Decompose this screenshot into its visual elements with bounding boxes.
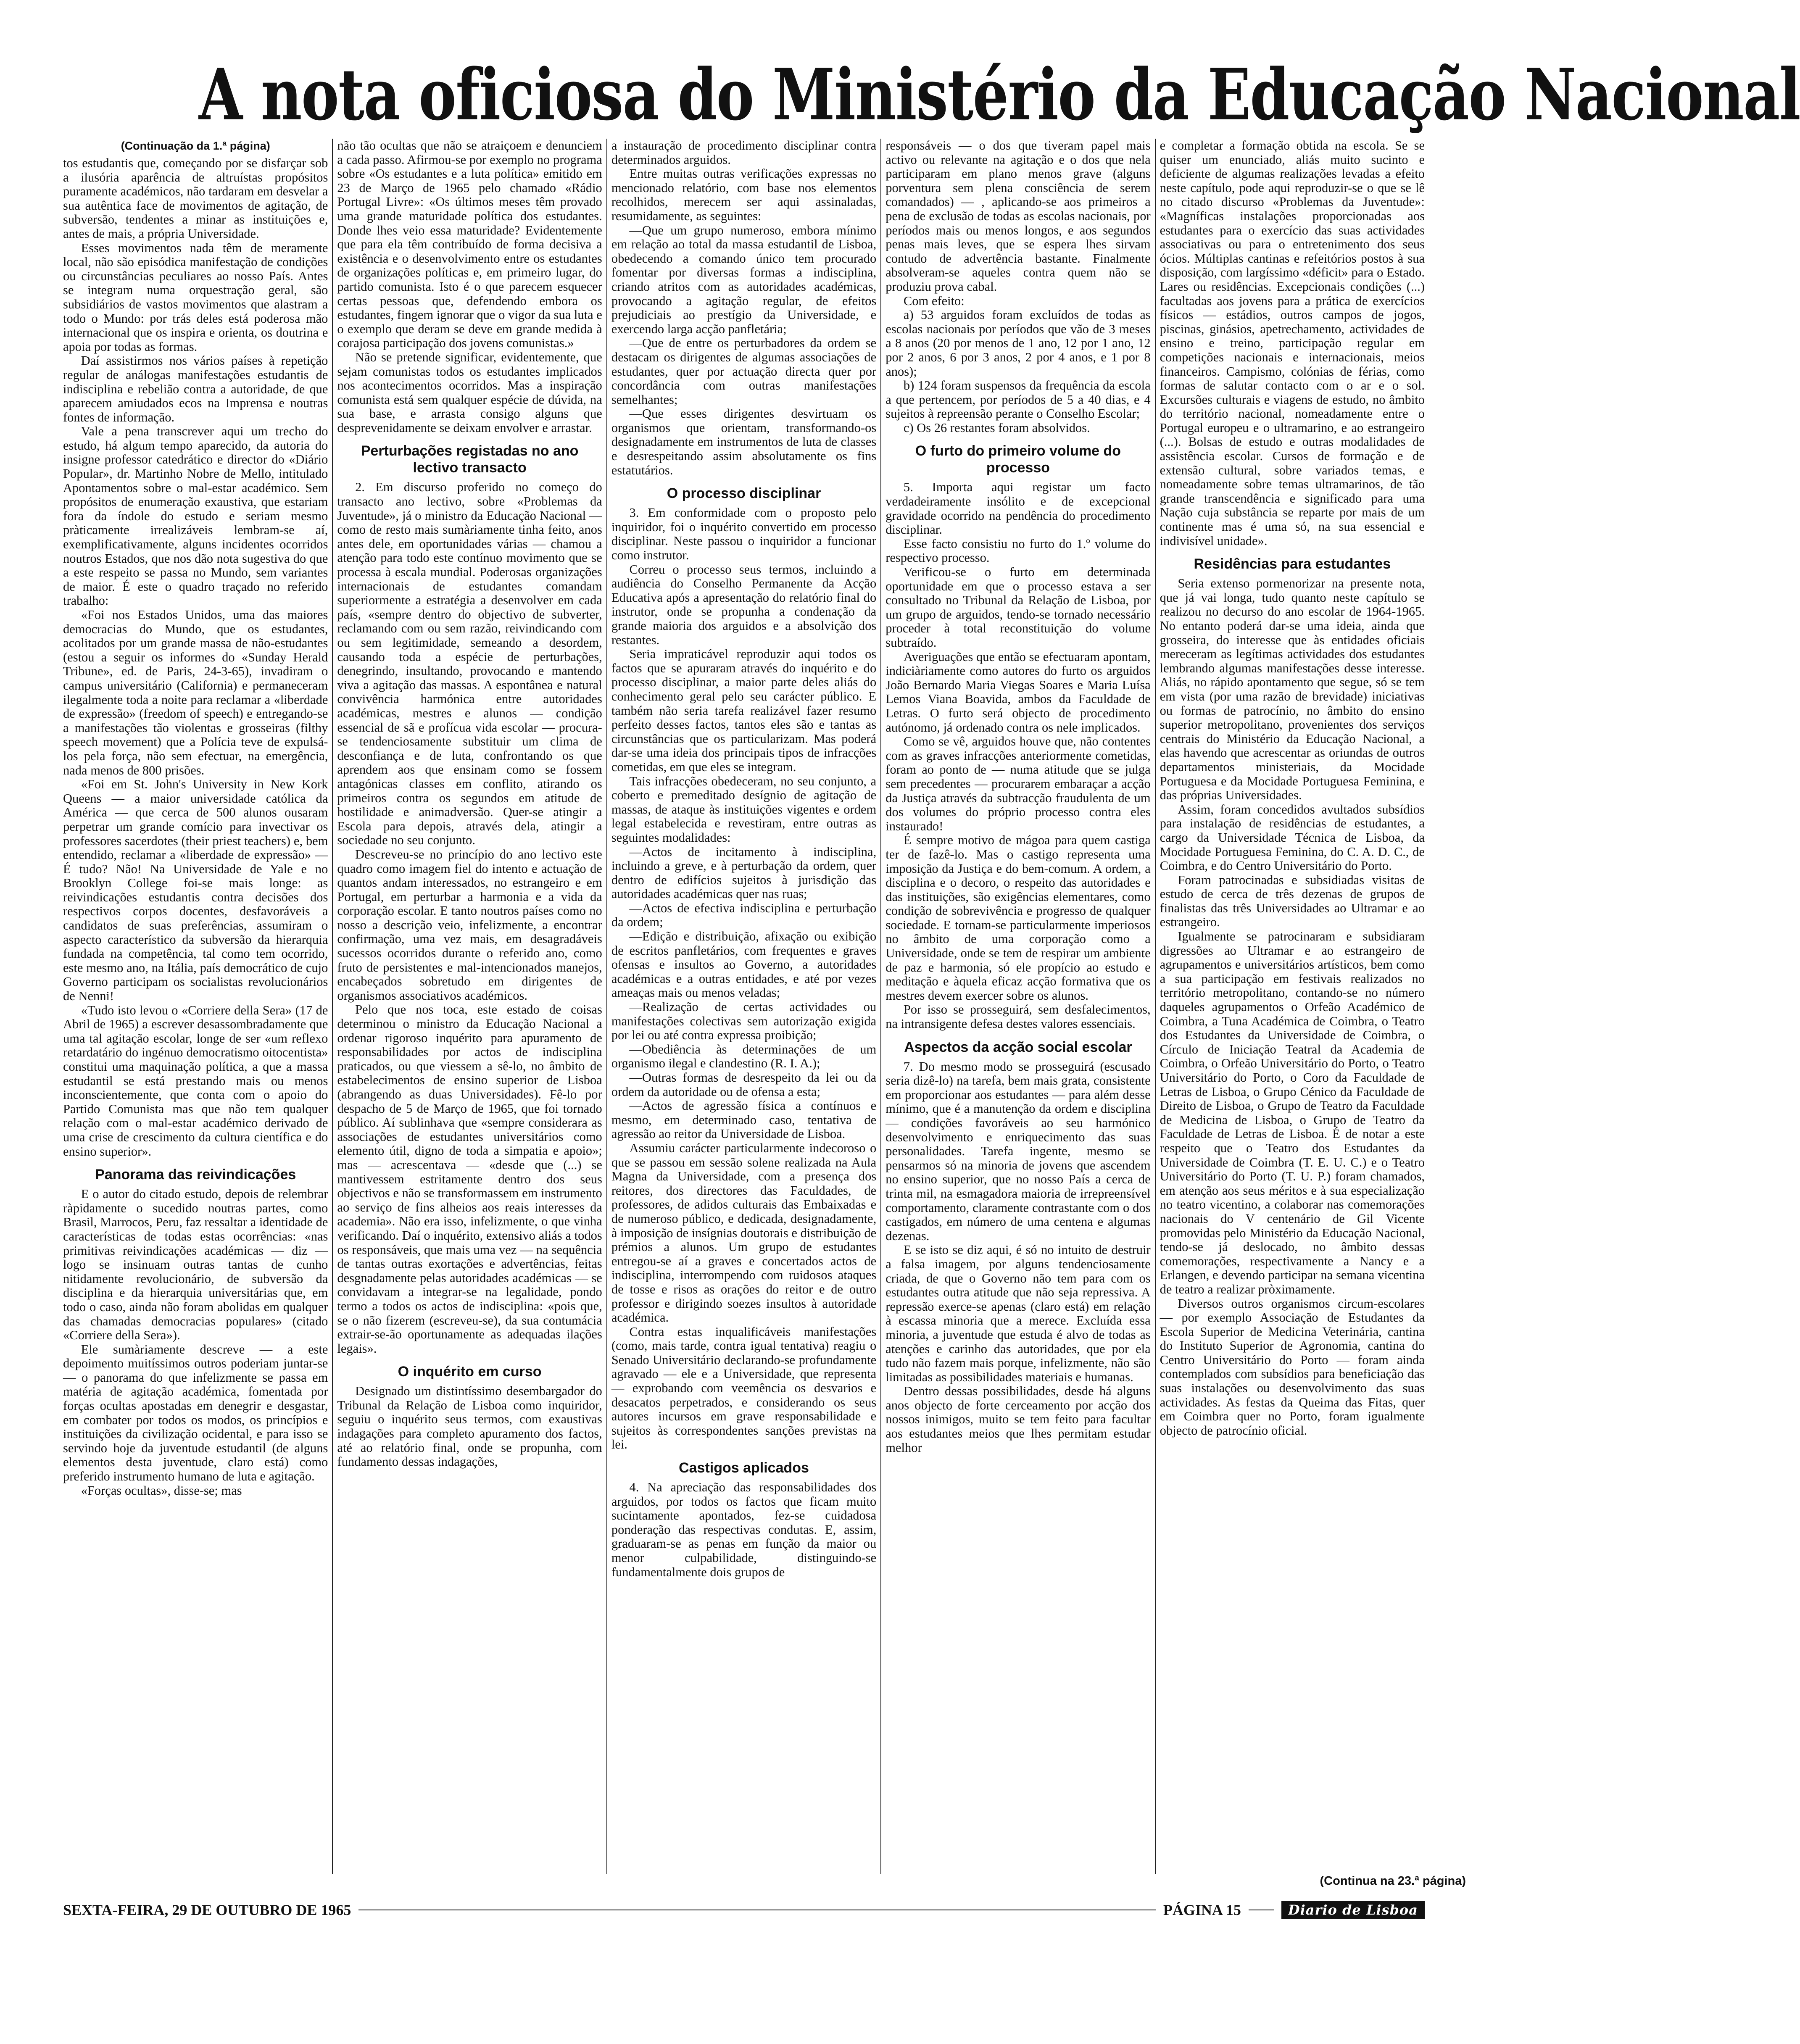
paragraph: e completar a formação obtida na escola. Se se quiser um enunciado, aliás muito sucinto e deficiente de algumas realizações levadas a efeito neste capítulo, pode aqui reproduzir-se o que se lê no citado discurso «Problemas da Juventude»: «Magníficas instalações proporcionadas aos estudantes para o exercício das suas actividades associativas ou para o entretenimento dos seus ócios. Múltiplas cantinas e refeitórios postos à sua disposição, com largíssimo «déficit» para o Estado. Lares ou residências. Excepcionais condições (...) facultadas aos jovens para a prática de exercícios físicos — estádios, outros campos de jogos, piscinas, ginásios, apetrechamento, actividades de ensino e treino, participação regular em competições nacionais e internacionais, meios financeiros. Campismo, colónias de férias, como formas de salutar contacto com o ar e o sol. Excursões culturais e viagens de estudo, no âmbito do território nacional, nomeadamente entre o Portugal europeu e o ultramarino, e ao estrangeiro (...). Bolsas de estudo e outras modalidades de assistência escolar. Cursos de formação e de extensão cultural, sobre variados temas, e nomeadamente sobre temas ultramarinos, de tão grande transcendência e significado para uma Nação cuja substância se reparte por mais de um continente mas é uma só, na sua essencial e indivisível unidade». — [1160, 138, 1425, 548]
paragraph: Pelo que nos toca, este estado de coisas determinou o ministro da Educação Nacional a ordenar rigoroso inquérito para apuramento de responsabilidades por actos de indisciplina praticados, ou que viessem a sê-lo, no âmbito de estabelecimentos de ensino superior de Lisboa (abrangendo as duas Universidades). Fê-lo por despacho de 5 de Março de 1965, que foi tornado público. Aí sublinhava que «sempre considerara as associações de estudantes universitários como elemento útil, digno de toda a simpatia e apoio»; mas — acrescentava — «desde que (...) se mantivessem estritamente dentro dos seus objectivos e não se transformassem em instrumento ao serviço de fins alheios aos reais interesses da academia». Não era isso, infelizmente, o que vinha verificando. Daí o inquérito, extensivo aliás a todos os responsáveis, que mais uma vez — na sequência de tantas outras exortações e advertências, feitas desgnadamente pelas autoridades académicas — se convidavam a integrar-se na legalidade, pondo termo a todos os actos de indisciplina: «pois que, se o não fizerem (escreveu-se), da sua contumácia extrair-se-ão oportunamente as adequadas ilações legais». — [337, 1002, 602, 1356]
paragraph: tos estudantis que, começando por se disfarçar sob a ilusória aparência de altruístas propósitos puramente académicos, não tardaram em desvelar a sua autêntica face de movimentos de agitação, de subversão, tendentes a minar as instituições e, antes de mais, a própria Universidade. — [63, 156, 328, 241]
column-1 — [63, 139, 328, 1874]
paragraph: 2. Em discurso proferido no começo do transacto ano lectivo, sobre «Problemas da Juventude», já o ministro da Educação Nacional — como de resto mais sumàriamente tinha feito, anos antes dele, em oportunidades várias — chamou a atenção para todo este contínuo movimento que se processa à escala mundial. Poderosas organizações internacionais de estudantes comandam superiormente a estratégia a desenvolver em cada país, «sempre dentro do objectivo de subverter, reclamando com ou sem razão, reivindicando com ou sem legitimidade, semeando a desordem, causando toda a espécie de perturbações, denegrindo, insultando, provocando e mantendo viva a agitação das massas. A espontânea e natural convivência harmónica entre autoridades académicas, mestres e alunos — condição essencial de sã e profícua vida escolar — procura-se tendenciosamente substituir um clima de desconfiança e de luta, confrontando os que aprendem aos que ensinam como se fossem antagónicas classes em conflito, atirando os primeiros contra os segundos em atitude de hostilidade e animadversão. Quer-se atingir a Escola para depois, através dela, atingir a sociedade no seu conjunto. — [337, 480, 602, 848]
paragraph: c) Os 26 restantes foram absolvidos. — [903, 420, 1090, 435]
paragraph: Diversos outros organismos circum-escolares — por exemplo Associação de Estudantes da Escola Superior de Medicina Veterinária, cantina do Instituto Superior de Agronomia, cantina do Centro Universitário do Porto — foram ainda contemplados com subsídios para beneficiação das suas instalações ou desenvolvimento das suas actividades. As festas da Queima das Fitas, quer em Coimbra quer no Porto, foram igualmente objecto de patrocínio oficial. — [1160, 1296, 1425, 1438]
paragraph: Não se pretende significar, evidentemente, que sejam comunistas todos os estudantes implicados nos acontecimentos ocorridos. Mas a inspiração comunista está sem qualquer espécie de dúvida, na sua base, e arrasta consigo alguns que desprevenidamente se deixam envolver e arrastar. — [337, 350, 602, 435]
paragraph: Com efeito: — [903, 293, 965, 308]
column-4 — [886, 139, 1150, 1874]
paragraph: Vale a pena transcrever aqui um trecho do estudo, há algum tempo aparecido, da autoria do insigne professor catedrático e director do «Diário Popular», dr. Martinho Nobre de Mello, intitulado Apontamentos sobre o mal-estar académico. Sem propósitos de enumeração exaustiva, que estariam fora da índole do estudo e seriam mesmo pràticamente irrealizáveis lembram-se aí, exemplificativamente, alguns incidentes ocorridos noutros Estados, que nos dão nota sugestiva do que a este respeito se passa no Mundo, sem variantes de maior. É este o quadro traçado no referido trabalho: — [63, 424, 328, 608]
paragraph: —Realização de certas actividades ou manifestações colectivas sem autorização exigida por lei ou até contra expressa proibição; — [611, 1000, 877, 1043]
section-heading: Aspectos da acção social escolar — [904, 1039, 1132, 1055]
paragraph: —Actos de agressão física a contínuos e mesmo, em determinado caso, tentativa de agressão ao reitor da Universidade de Lisboa. — [611, 1098, 877, 1141]
paragraph: —Actos de incitamento à indisciplina, incluindo a greve, e à perturbação da ordem, quer dentro de edifícios sujeitos à jurisdição das autoridades académicas quer nas ruas; — [611, 844, 877, 901]
paragraph: Por isso se prosseguirá, sem desfalecimentos, na intransigente defesa destes valores essenciais. — [886, 1002, 1151, 1031]
paragraph: 4. Na apreciação das responsabilidades dos arguidos, por todos os factos que ficam muito sucintamente apontados, fez-se cuidadosa ponderação das respectivas condutas. E, assim, graduaram-se as penas em função da maior ou menor culpabilidade, distinguindo-se fundamentalmente dois grupos de — [611, 1480, 877, 1579]
paragraph: não tão ocultas que não se atraiçoem e denunciem a cada passo. Afirmou-se por exemplo no programa sobre «Os estudantes e a luta política» emitido em 23 de Março de 1965 pelo chamado «Rádio Portugal Livre»: «Os últimos meses têm provado uma grande maturidade política dos estudantes. Donde lhes veio essa maturidade? Evidentemente que para ela têm contribuído de forma decisiva a existência e o desenvolvimento entre os estudantes de organizações políticas e, em primeiro lugar, do partido comunista. Isto é o que parecem esquecer certas pessoas que, defendendo embora os estudantes, fingem ignorar que o vigor da sua luta e o exemplo que deram se deve em grande medida à corajosa participação dos jovens comunistas.» — [337, 138, 602, 350]
paragraph: 5. Importa aqui registar um facto verdadeiramente insólito e de excepcional gravidade ocorrido na pendência do procedimento disciplinar. — [886, 480, 1151, 537]
newspaper-logo: Diario de Lisboa — [1281, 1901, 1425, 1919]
paragraph: Descreveu-se no princípio do ano lectivo este quadro como imagem fiel do intento e actuação de quantos andam interessados, no estrangeiro e em Portugal, em perturbar a harmonia e a vida da corporação escolar. E tanto noutros países como no nosso a descrição veio, infelizmente, a encontrar confirmação, uma vez mais, em desagradáveis sucessos ocorridos durante o referido ano, como fruto de persistentes e mal-intencionados manejos, encabeçados sobretudo em dirigentes de organismos associativos académicos. — [337, 847, 602, 1003]
section-heading: O inquérito em curso — [398, 1364, 542, 1380]
paragraph: Seria impraticável reproduzir aqui todos os factos que se apuraram através do inquérito e do processo disciplinar, a maior parte deles aliás do conhecimento geral pelo seu carácter público. E também não seria tarefa realizável fazer resumo perfeito desses factos, tantos eles são e tantas as circunstâncias que os particularizam. Mas poderá dar-se uma ideia dos principais tipos de infracções cometidas, em que eles se integram. — [611, 647, 877, 774]
paragraph: Ele sumàriamente descreve — a este depoimento muitíssimos outros poderiam juntar-se — o panorama do que infelizmente se passa em matéria de agitação académica, fomentada por forças ocultas apostadas em denegrir e desgastar, em combater por todos os modos, os princípios e instituições da civilização ocidental, e para isso se servindo hoje da juventude estudantil (de alguns elementos desta juventude, claro está) como preferido instrumento humano de luta e agitação. — [63, 1342, 328, 1484]
column-5 — [1160, 139, 1425, 1874]
paragraph: responsáveis — o dos que tiveram papel mais activo ou relevante na agitação e o dos que nela participaram em plano menos grave (alguns porventura sem plena consciência de serem comandados) — , aplicando-se aos primeiros a pena de exclusão de todas as escolas nacionais, por períodos mais ou menos longos, e aos segundos penas mais leves, que se espera lhes sirvam contudo de advertência bastante. Finalmente absolveram-se aqueles contra quem não se produziu prova cabal. — [886, 138, 1151, 294]
section-heading: Castigos aplicados — [679, 1460, 809, 1476]
paragraph: 7. Do mesmo modo se prosseguirá (escusado seria dizê-lo) na tarefa, bem mais grata, consistente em proporcionar aos estudantes — para além desse mínimo, que é a manutenção da ordem e disciplina — condições favoráveis ao seu harmónico desenvolvimento e enriquecimento das suas personalidades. Tarefa ingente, mesmo se pensarmos só na minoria de jovens que ascendem no ensino superior, que no nosso País a cerca de trinta mil, na esmagadora maioria de irrepreensível comportamento, claramente contrastante com o dos castigados, em número de uma centena e algumas dezenas. — [886, 1059, 1151, 1243]
paragraph: Dentro dessas possibilidades, desde há alguns anos objecto de forte cerceamento por acção dos nossos inimigos, muito se tem feito para facultar aos estudantes meios que lhes permitam estudar melhor — [886, 1384, 1151, 1455]
paragraph: Correu o processo seus termos, incluindo a audiência do Conselho Permanente da Acção Educativa após a apresentação do relatório final do instrutor, onde se propunha a condenação da grande maioria dos arguidos e a absolvição dos restantes. — [611, 562, 877, 647]
paragraph: Igualmente se patrocinaram e subsidiaram digressões ao Ultramar e ao estrangeiro de agrupamentos e universitários artísticos, bem como a sua participação em festivais realizados no território metropolitano, contando-se no número daqueles agrupamentos o Orfeão Académico de Coimbra, a Tuna Académica de Coimbra, o Teatro dos Estudantes da Universidade de Coimbra, o Círculo de Iniciação Teatral da Academia de Coimbra, o Orfeão Universitário do Porto, o Teatro Universitário do Porto, o Coro da Faculdade de Letras de Lisboa, o Grupo Cénico da Faculdade de Direito de Lisboa, o Grupo de Teatro da Faculdade de Medicina de Lisboa, o Grupo de Teatro da Faculdade de Letras de Lisboa. É de notar a este respeito que o Teatro dos Estudantes da Universidade de Coimbra (T. E. U. C.) e o Teatro Universitário do Porto (T. U. P.) foram chamados, em atenção aos seus méritos e à sua especialização no teatro vicentino, a colaborar nas comemorações nacionais do V centenário de Gil Vicente promovidas pelo Ministério da Educação Nacional, tendo-se já deslocado, no âmbito dessas comemorações, respectivamente a Nancy e a Erlangen, e devendo participar na semana vicentina de teatro a realizar pròximamente. — [1160, 929, 1425, 1296]
paragraph: Assim, foram concedidos avultados subsídios para instalação de residências de estudantes, a cargo da Universidade Técnica de Lisboa, da Mocidade Portuguesa Feminina, do C. A. D. C., de Coimbra, e do Centro Universitário do Porto. — [1160, 802, 1425, 873]
paragraph: Averiguações que então se efectuaram apontam, indiciàriamente como autores do furto os arguidos João Bernardo Maria Viegas Soares e Maria Luísa Lemos Viana Boavida, ambos da Faculdade de Letras. O furto será objecto de procedimento autónomo, já ordenado contra os nele implicados. — [886, 649, 1151, 735]
paragraph: b) 124 foram suspensos da frequência da escola a que pertencem, por períodos de 5 a 40 dias, e 4 sujeitos à repreensão perante o Conselho Escolar; — [886, 378, 1151, 421]
paragraph: É sempre motivo de mágoa para quem castiga ter de fazê-lo. Mas o castigo representa uma imposição da Justiça e do bem-comum. A ordem, a disciplina e o decoro, o respeito das autoridades e das instituições, são exigências elementares, como condição de sobrevivência e progresso de qualquer sociedade. E tornam-se particularmente imperiosos no âmbito de uma corporação como a Universidade, onde se tem de respirar um ambiente de paz e harmonia, só ele propício ao estudo e meditação e àquela eficaz acção formativa que os mestres devem exercer sobre os alunos. — [886, 833, 1151, 1003]
paragraph: Seria extenso pormenorizar na presente nota, que já vai longa, tudo quanto neste capítulo se realizou no decurso do ano escolar de 1964-1965. No entanto poderá dar-se uma ideia, ainda que grosseira, do interesse que às entidades oficiais mereceram as legítimas actividades dos estudantes lembrando algumas manifestações desse interesse. Aliás, no rápido apontamento que segue, só se tem em vista (por uma razão de brevidade) iniciativas ou formas de patrocínio, no âmbito do ensino superior metropolitano, provenientes dos serviços centrais do Ministério da Educação Nacional, a elas havendo que acrescentar as oriundas de outros departamentos ministeriais, da Mocidade Portuguesa e da Mocidade Portuguesa Feminina, e das próprias Universidades. — [1160, 576, 1425, 803]
section-heading: Panorama das reivindicações — [95, 1167, 296, 1183]
page-footer — [63, 1895, 1425, 1925]
paragraph: Entre muitas outras verificações expressas no mencionado relatório, com base nos elementos recolhidos, merecem ser aqui assinaladas, resumidamente, as seguintes: — [611, 166, 877, 223]
continuation-note: (Continuação da 1.ª página) — [121, 140, 270, 152]
paragraph: Assumiu carácter particularmente indecoroso o que se passou em sessão solene realizada na Aula Magna da Universidade, com a presença dos reitores, dos directores das Faculdades, de professores, de adidos culturais das Embaixadas e de numeroso público, e dedicada, designadamente, à imposição de insígnias doutorais e distribuição de prémios a alunos. Um grupo de estudantes entregou-se aí a graves e concertados actos de indisciplina, interrompendo com ruidosos ataques de tosse e risos as orações do reitor e de outro professor e dirigindo soezes insultos à autoridade académica. — [611, 1141, 877, 1325]
paragraph: Como se vê, arguidos houve que, não contentes com as graves infracções anteriormente cometidas, foram ao ponto de — numa atitude que se julga sem precedentes — procurarem embaraçar a acção da Justiça através da subtracção fraudulenta de um dos volumes do próprio processo contra eles instaurado! — [886, 734, 1151, 833]
paragraph: Daí assistirmos nos vários países à repetição regular de análogas manifestações estudantis de indisciplina e rebelião contra a autoridade, de que aparecem amiudados ecos na Imprensa e noutras fontes de informação. — [63, 353, 328, 424]
column-3 — [611, 139, 876, 1874]
footer-page-number: PÁGINA 15 — [1163, 1902, 1241, 1918]
paragraph: «Foi nos Estados Unidos, uma das maiores democracias do Mundo, que os estudantes, acolitados por um grande massa de não-estudantes (estou a seguir os informes do «Sunday Herald Tribune», ed. de Paris, 24-3-65), invadiram o campus universitário (California) e permaneceram ilegalmente toda a noite para reclamar a «liberdade de expressão» (freedom of speech) e entregando-se a manifestações tão violentas e grosseiras (filthy speech movement) que a Polícia teve de expulsá-los pela força, não sem efectuar, na emergência, nada menos de 800 prisões. — [63, 608, 328, 777]
paragraph: «Tudo isto levou o «Corriere della Sera» (17 de Abril de 1965) a escrever desassombradamente que uma tal agitação escolar, longe de ser «um reflexo retardatário do ingénuo democratismo oitocentista» constitui uma maquinação política, a que a massa estudantil se está prestando mais ou menos inconscientemente, que conta com o apoio do Partido Comunista mas que não tem qualquer relação com o mal-estar académico derivado de uma crise de crescimento da cultura científica e do ensino superior». — [63, 1003, 328, 1159]
paragraph: —Que um grupo numeroso, embora mínimo em relação ao total da massa estudantil de Lisboa, obedecendo a comando único tem procurado fomentar por diversas formas a indisciplina, criando atritos com as autoridades académicas, provocando a agitação regular, de efeitos prejudiciais ao prestígio da Universidade, e exercendo larga acção panfletária; — [611, 223, 877, 336]
section-heading: O furto do primeiro volume do processo — [915, 443, 1121, 476]
paragraph: a instauração de procedimento disciplinar contra determinados arguidos. — [611, 138, 877, 167]
paragraph: a) 53 arguidos foram excluídos de todas as escolas nacionais por períodos que vão de 3 meses a 8 anos (20 por menos de 1 ano, 12 por 1 ano, 12 por 2 anos, 6 por 3 anos, 2 por 4 anos, e 1 por 8 anos); — [886, 308, 1151, 379]
section-heading: Residências para estudantes — [1194, 556, 1391, 572]
paragraph: Designado um distintíssimo desembargador do Tribunal da Relação de Lisboa como inquiridor, seguiu o inquérito seus termos, com exaustivas indagações para completo apuramento dos factos, até ao relatório final, onde se propunha, com fundamento dessas indagações, — [337, 1384, 602, 1469]
headline: A nota oficiosa do Ministério da Educação Nacional — [199, 53, 1800, 136]
paragraph: Contra estas inqualificáveis manifestações (como, mais tarde, contra igual tentativa) reagiu o Senado Universitário declarando-se profundamente agravado — ele e a Universidade, que representa — exprobando com veemência os desvarios e desacatos perpetrados, e considerando os seus autores incursos em grave responsabilidade e sujeitos às correspondentes sanções previstas na lei. — [611, 1324, 877, 1452]
paragraph: —Actos de efectiva indisciplina e perturbação da ordem; — [611, 901, 877, 930]
paragraph: —Obediência às determinações de um organismo ilegal e clandestino (R. I. A.); — [611, 1042, 877, 1071]
paragraph: «Foi em St. John's University in New Kork Queens — a maior universidade católica da América — que cerca de 500 alunos ousaram perpetrar um grande comício para invectivar os professores sacerdotes (their priest teachers) e, bem entendido, reclamar a «liberdade de expressão» — É tudo? Não! Na Universidade de Yale e no Brooklyn College foi-se mais longe: as reivindicações estudantis contra decisões dos respectivos corpos docentes, desfavoráveis a candidatos de suas preferências, assumiram o aspecto característico da subversão da hierarquia fundada na competência, tal como tem ocorrido, este mesmo ano, na Itália, país democrático de cujo Governo participam os socialistas revolucionários de Nenni! — [63, 777, 328, 1004]
section-heading: Perturbações registadas no ano lectivo transacto — [361, 443, 579, 476]
paragraph: —Edição e distribuição, afixação ou exibição de escritos panfletários, com frequentes e graves ofensas e insultos ao Governo, a autoridades académicas e a outras entidades, e até por vezes ameaças mais ou menos veladas; — [611, 929, 877, 1000]
paragraph: Tais infracções obedeceram, no seu conjunto, a coberto e premeditado desígnio de agitação de massas, de ataque às instituições vigentes e ordem legal estabelecida e revestiram, entre outras as seguintes modalidades: — [611, 774, 877, 845]
continuation-footer-note: (Continua na 23.ª página) — [1320, 1874, 1466, 1888]
column-2 — [337, 139, 602, 1874]
paragraph: —Que de entre os perturbadores da ordem se destacam os dirigentes de algumas associações de estudantes, quer por actuação directa quer por concordância com outras manifestações semelhantes; — [611, 336, 877, 407]
paragraph: Verificou-se o furto em determinada oportunidade em que o processo estava a ser consultado no Tribunal da Relação de Lisboa, por um grupo de arguidos, tendo-se tornado necessário proceder à total reconstituição do volume subtraído. — [886, 565, 1151, 650]
paragraph: —Que esses dirigentes desvirtuam os organismos que orientam, transformando-os designadamente em instrumentos de luta de classes e desrespeitando assim absolutamente os fins estatutários. — [611, 406, 877, 477]
footer-date: SEXTA-FEIRA, 29 DE OUTUBRO DE 1965 — [63, 1902, 351, 1918]
paragraph: «Forças ocultas», disse-se; mas — [81, 1483, 242, 1498]
paragraph: —Outras formas de desrespeito da lei ou da ordem da autoridade ou de ofensa a esta; — [611, 1070, 877, 1099]
paragraph: E o autor do citado estudo, depois de relembrar ràpidamente o sucedido noutras partes, como Brasil, Marrocos, Peru, faz ressaltar a identidade de características de todas estas ocorrências: «nas primitivas reivindicações académicas — diz — logo se insinuam outras tantas de cunho nitidamente revolucionário, de subversão da disciplina e da hierarquia universitárias que, em todo o caso, ainda não foram abolidas em qualquer das chamadas democracias populares» (citado «Corriere della Sera»). — [63, 1187, 328, 1343]
paragraph: E se isto se diz aqui, é só no intuito de destruir a falsa imagem, por alguns tendenciosamente criada, de que o Governo não tem para com os estudantes outra atitude que não seja repressiva. A repressão exerce-se apenas (claro está) em relação à escassa minoria que a merece. Excluída essa minoria, a juventude que estuda é alvo de todas as atenções e carinho das autoridades, que por ela tudo não fazem mais porque, infelizmente, não são limitadas as possibilidades materiais e humanas. — [886, 1243, 1151, 1384]
paragraph: Esse facto consistiu no furto do 1.º volume do respectivo processo. — [886, 536, 1151, 565]
article-columns — [63, 139, 1425, 1874]
paragraph: Foram patrocinadas e subsidiadas visitas de estudo de cerca de três dezenas de grupos de finalistas das três Universidades ao Ultramar e ao estrangeiro. — [1160, 872, 1425, 930]
paragraph: Esses movimentos nada têm de meramente local, não são episódica manifestação de condições ou circunstâncias peculiares ao nosso País. Antes se integram numa orquestração geral, são subsidiários de vastos movimentos que alastram a todo o Mundo: por trás deles está poderosa mão internacional que os inspira e orienta, os doutrina e apoia por todas as formas. — [63, 240, 328, 354]
paragraph: 3. Em conformidade com o proposto pelo inquiridor, foi o inquérito convertido em processo disciplinar. Neste passou o inquiridor a funcionar como instrutor. — [611, 506, 877, 563]
section-heading: O processo disciplinar — [667, 485, 821, 502]
